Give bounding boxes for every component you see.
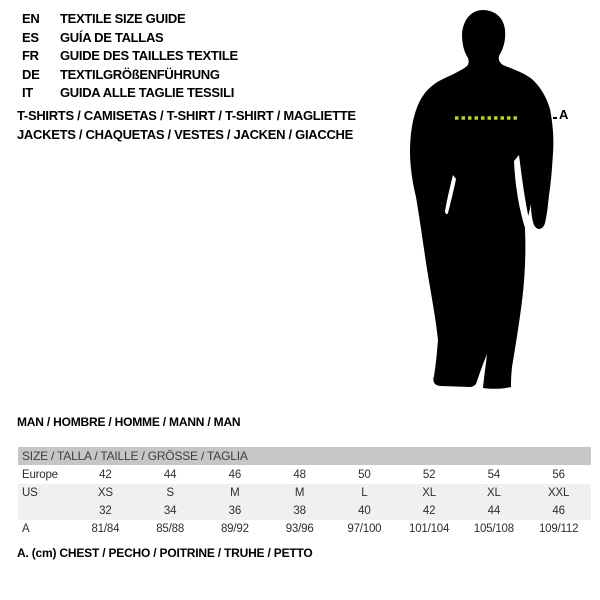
row-label: A: [18, 520, 73, 538]
size-cell: 54: [462, 466, 527, 484]
size-cell: 36: [203, 502, 268, 520]
language-row: [22, 66, 238, 85]
size-cell: XL: [462, 484, 527, 502]
language-label: TEXTILE SIZE GUIDE: [60, 11, 186, 26]
size-cell: 56: [526, 466, 591, 484]
language-code: EN: [22, 11, 40, 26]
language-label: GUÍA DE TALLAS: [60, 29, 164, 45]
size-cell: L: [332, 484, 397, 502]
size-table: [18, 447, 591, 538]
size-cell: 81/84: [73, 520, 138, 538]
size-cell: 44: [138, 466, 203, 484]
size-cell: XXL: [526, 484, 591, 502]
man-silhouette-body: [410, 10, 553, 389]
size-cell: 38: [267, 502, 332, 520]
table-row-europe: [18, 466, 591, 484]
section-title-man: MAN / HOMBRE / HOMME / MANN / MAN: [17, 415, 241, 429]
size-grid: [18, 466, 591, 538]
size-cell: M: [203, 484, 268, 502]
footnote-chest: A. (cm) CHEST / PECHO / POITRINE / TRUHE / PETTO: [17, 546, 313, 560]
language-label: TEXTILGRÖßENFÜHRUNG: [60, 66, 220, 82]
category-line-jackets: JACKETS / CHAQUETAS / VESTES / JACKEN / GIACCHE: [17, 127, 353, 142]
measure-label-a: A: [559, 107, 569, 122]
size-cell: 93/96: [267, 520, 332, 538]
size-cell: 42: [397, 502, 462, 520]
size-cell: S: [138, 484, 203, 502]
size-cell: 32: [73, 502, 138, 520]
language-label: GUIDE DES TAILLES TEXTILE: [60, 48, 238, 63]
size-cell: XL: [397, 484, 462, 502]
size-table-header: SIZE / TALLA / TAILLE / GRÖSSE / TAGLIA: [18, 447, 591, 465]
size-cell: 46: [203, 466, 268, 484]
size-cell: 105/108: [462, 520, 527, 538]
language-label: GUIDA ALLE TAGLIE TESSILI: [60, 85, 235, 100]
man-silhouette-figure: [403, 5, 570, 395]
language-code: IT: [22, 85, 33, 100]
size-cell: 52: [397, 466, 462, 484]
size-cell: 85/88: [138, 520, 203, 538]
language-row: [22, 10, 238, 29]
size-cell: 50: [332, 466, 397, 484]
size-cell: 48: [267, 466, 332, 484]
row-label: Europe: [18, 466, 73, 484]
category-list: [17, 106, 356, 144]
size-cell: 40: [332, 502, 397, 520]
size-cell: 34: [138, 502, 203, 520]
size-cell: 44: [462, 502, 527, 520]
language-code: ES: [22, 29, 39, 45]
size-cell: 89/92: [203, 520, 268, 538]
size-cell: 46: [526, 502, 591, 520]
size-cell: 109/112: [526, 520, 591, 538]
language-code: FR: [22, 48, 39, 63]
table-row-uk: [18, 502, 591, 520]
language-row: [22, 47, 238, 66]
language-list: [22, 10, 238, 103]
size-cell: XS: [73, 484, 138, 502]
size-cell: 97/100: [332, 520, 397, 538]
size-cell: 101/104: [397, 520, 462, 538]
size-cell: M: [267, 484, 332, 502]
language-row: [22, 84, 238, 103]
row-label: [18, 502, 73, 520]
category-line-tshirts: T-SHIRTS / CAMISETAS / T-SHIRT / T-SHIRT / MAGLIETTE: [17, 108, 356, 123]
man-silhouette: [403, 5, 570, 395]
table-row-us: [18, 484, 591, 502]
table-row-a-chest: [18, 520, 591, 538]
size-cell: 42: [73, 466, 138, 484]
row-label: US: [18, 484, 73, 502]
language-row: [22, 29, 238, 48]
language-code: DE: [22, 66, 40, 82]
